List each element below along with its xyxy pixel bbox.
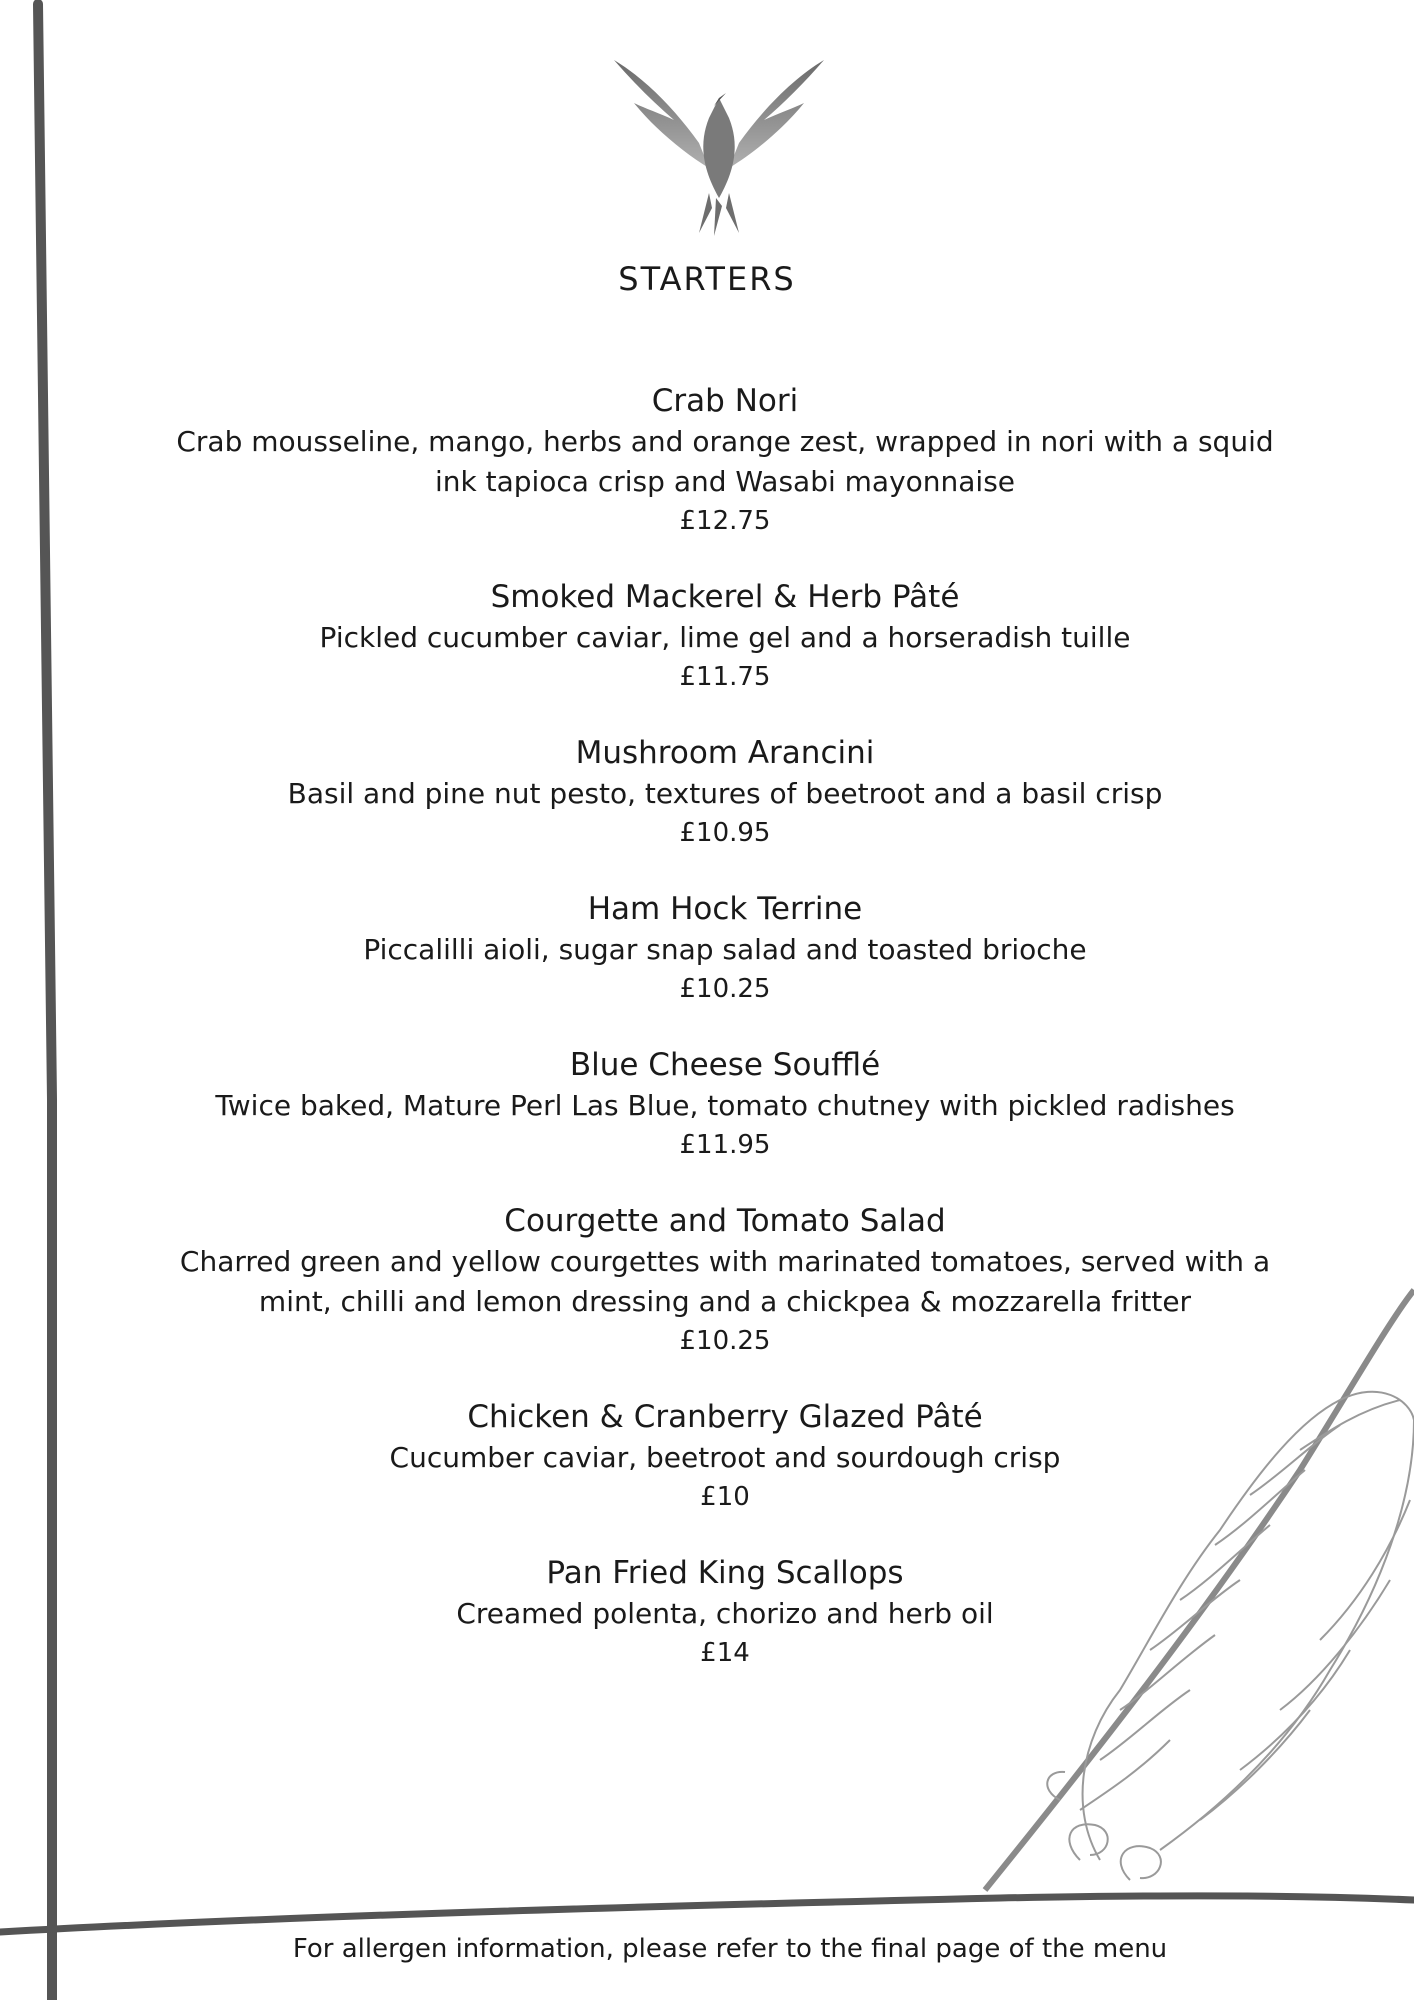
menu-item-description: Charred green and yellow courgettes with marinated tomatoes, served with a mint, chilli and lemon dressing and a chickpea & mozzarella fritter — [179, 1245, 1271, 1318]
menu-item-description: Crab mousseline, mango, herbs and orange zest, wrapped in nori with a squid ink tapioca crisp and Wasabi mayonnaise — [176, 425, 1274, 498]
menu-item — [130, 1044, 1320, 1164]
menu-item-name: Chicken & Cranberry Glazed Pâté — [467, 1399, 983, 1435]
menu-item — [130, 380, 1320, 540]
menu-item-name: Crab Nori — [651, 383, 799, 419]
bottom-frame-line — [0, 1896, 1414, 1932]
menu-item-price: £11.95 — [679, 1130, 771, 1160]
section-title: STARTERS — [618, 260, 796, 298]
menu-item-price: £10.25 — [679, 974, 771, 1004]
left-frame-line — [38, 4, 54, 2000]
menu-item-name: Smoked Mackerel & Herb Pâté — [490, 579, 960, 615]
allergen-footer-note: For allergen information, please refer to the final page of the menu — [292, 1934, 1168, 1964]
menu-item-price: £10.25 — [679, 1326, 771, 1356]
menu-item-price: £12.75 — [679, 506, 771, 536]
menu-item-name: Mushroom Arancini — [575, 735, 875, 771]
menu-item-price: £14 — [700, 1638, 750, 1668]
menu-item-price: £10 — [700, 1482, 750, 1512]
menu-item-name: Ham Hock Terrine — [587, 891, 863, 927]
menu-item — [130, 576, 1320, 696]
menu-item-name: Blue Cheese Soufflé — [569, 1047, 881, 1083]
menu-item — [130, 888, 1320, 1008]
menu-item-description: Twice baked, Mature Perl Las Blue, tomato chutney with pickled radishes — [215, 1089, 1235, 1122]
menu-item — [130, 1552, 1320, 1672]
menu-item-price: £10.95 — [679, 818, 771, 848]
menu-item-description: Piccalilli aioli, sugar snap salad and toasted brioche — [363, 933, 1087, 966]
menu-item — [130, 1200, 1320, 1360]
menu-item-price: £11.75 — [679, 662, 771, 692]
menu-item-name: Courgette and Tomato Salad — [504, 1203, 946, 1239]
menu-item-description: Pickled cucumber caviar, lime gel and a horseradish tuille — [319, 621, 1131, 654]
menu-item-description: Basil and pine nut pesto, textures of beetroot and a basil crisp — [287, 777, 1163, 810]
menu-item-description: Cucumber caviar, beetroot and sourdough crisp — [389, 1441, 1061, 1474]
menu-item-description: Creamed polenta, chorizo and herb oil — [456, 1597, 994, 1630]
menu-item-name: Pan Fried King Scallops — [546, 1555, 904, 1591]
menu-item — [130, 1396, 1320, 1516]
starters-menu-list — [130, 380, 1320, 1708]
phoenix-logo-icon — [614, 58, 824, 236]
menu-item — [130, 732, 1320, 852]
